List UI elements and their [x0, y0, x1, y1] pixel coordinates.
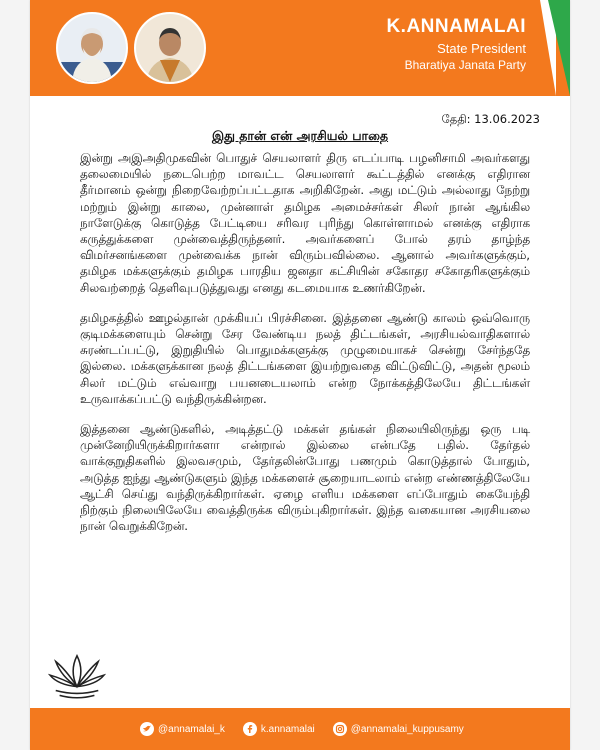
instagram-icon: [333, 722, 347, 736]
body-paragraph: இத்தனை ஆண்டுகளில், அடித்தட்டு மக்கள் தங்கள் நிலையிலிருந்து ஒரு படி முன்னேறியிருக்கிறார்களா என்றால் இல்லை என்பதே பதில். தேர்தல் வாக்குறுதிகளில் இலவசமும், தேர்தலின்போது பணமும் கொடுத்தால் போதும், அடுத்த ஐந்து ஆண்டுகளும் இந்த மக்களைச் சூறையாடலாம் என்ற எண்ணத்திலேயே ஆட்சி செய்து வந்திருக்கிறார்கள். ஏழை எளிய மக்களை எப்போதும் கையேந்தி நிற்கும் நிலையிலேயே வைத்திருக்க விரும்புகிறார்கள். இந்த வகையான அரசியலை நான் வெறுக்கிறேன்.: [80, 422, 530, 534]
sender-party: Bharatiya Janata Party: [404, 58, 526, 72]
body-paragraph: இன்று அஇஅதிமுகவின் பொதுச் செயலாளர் திரு எடப்பாடி பழனிசாமி அவர்களது தலைமையில் நடைபெற்ற மாவட்ட செயலாளர் கூட்டத்தில் எனக்கு எதிரான தீர்மானம் ஒன்று நிறைவேற்றப்பட்டதாக அறிகிறேன். அது மட்டும் அல்லாது நேற்று மற்றும் இன்று காலை, முன்னாள் தமிழக அமைச்சர்கள் சிலர் நான் ஆங்கில நாளேடுக்கு கொடுத்த பேட்டியை சரிவர புரிந்து கொள்ளாமல் எனக்கு எதிராக கருத்துக்களை முன்வைத்திருந்தனர். அவர்களைப் போல் தரம் தாழ்ந்த விமர்சனங்களை முன்வைக்க நான் விரும்பவில்லை. ஆனால் அவர்களுக்கும், தமிழக மக்களுக்கும் தமிழக பாரதிய ஜனதா கட்சியின் சகோதர சகோதரிகளுக்கும் சிலவற்றைத் தெளிவுபடுத்துவது எனது கடமையாக உணர்கிறேன்.: [80, 151, 530, 295]
letter-title: இது தான் என் அரசியல் பாதை: [211, 128, 389, 143]
footer-facebook[interactable]: [243, 722, 315, 736]
twitter-icon: [140, 722, 154, 736]
portrait-photo-right: [134, 12, 206, 84]
facebook-icon: [243, 722, 257, 736]
sender-role: State President: [437, 41, 526, 56]
twitter-handle: @annamalai_k: [158, 723, 225, 735]
letterhead-page: [30, 0, 570, 750]
letter-body: [80, 150, 530, 548]
header-green-stripe: [548, 0, 570, 96]
footer-twitter[interactable]: [140, 722, 225, 736]
footer-instagram[interactable]: [333, 722, 464, 736]
facebook-handle: k.annamalai: [260, 723, 315, 735]
body-paragraph: தமிழகத்தில் ஊழல்தான் முக்கியப் பிரச்சினை. இத்தனை ஆண்டு காலம் ஒவ்வொரு குடிமக்களையும் சென்று சேர வேண்டிய நலத் திட்டங்கள், அரசியல்வாதிகளால் சுரண்டப்பட்டு, இறுதியில் பொதுமக்களுக்கு முழுமையாகச் சென்று சேர்ந்ததே இல்லை. மக்களுக்கான நலத் திட்டங்களை இயற்றுவதை விட்டுவிட்டு, அதன் மூலம் சிலர் மட்டும் எவ்வாறு பயனடையலாம் என்ற நோக்கத்திலேயே திட்டங்கள் உருவாக்கப்பட்டு வந்திருக்கின்றன.: [80, 310, 530, 406]
letterhead-name-block: [386, 16, 526, 72]
lotus-logo-icon: [48, 648, 106, 706]
footer-social-links: [140, 722, 482, 736]
sender-name: K.ANNAMALAI: [386, 16, 526, 37]
portrait-photo-left: [56, 12, 128, 84]
instagram-handle: @annamalai_kuppusamy: [350, 723, 464, 735]
letter-date: தேதி: 13.06.2023: [441, 112, 540, 126]
